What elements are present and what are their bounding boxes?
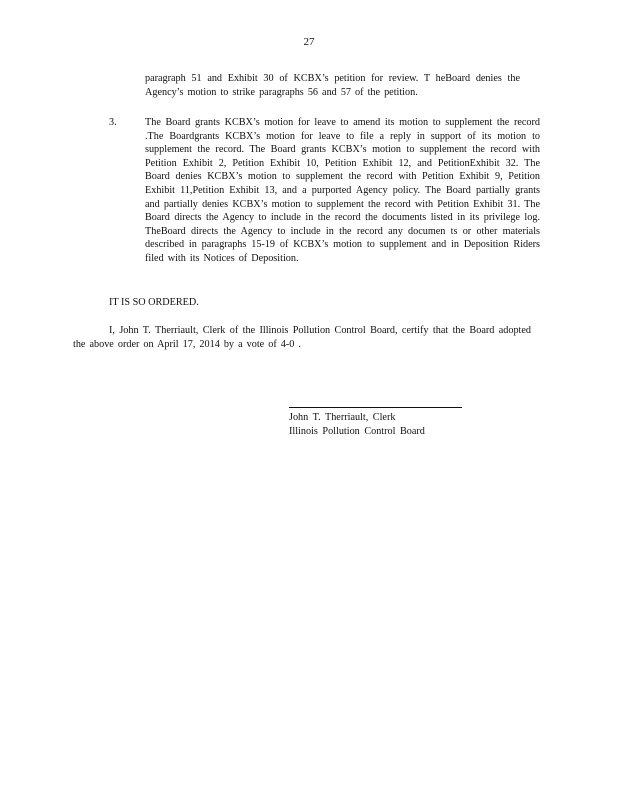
item-number: 3. [109,117,117,128]
certification-paragraph: I, John T. Therriault, Clerk of the Illinois Pollution Control Board, certify that the Board adopted the above order on April 17, 2014 by a vote of 4-0 . [73,325,531,350]
page-number: 27 [303,36,315,48]
signature-name: John T. Therriault, Clerk [289,412,396,423]
so-ordered-line: IT IS SO ORDERED. [109,297,199,308]
continued-paragraph: paragraph 51 and Exhibit 30 of KCBX’s petition for review. T heBoard denies the Agency’s motion to strike paragraphs 56 and 57 of the petition. [145,73,520,98]
item-paragraph: The Board grants KCBX’s motion for leave to amend its motion to supplement the record .The Boardgrants KCBX’s motion for leave to file a reply in support of its motion to supplement the record. The Board grants KCBX’s motion to supplement the record with Petition Exhibit 2, Petition Exhibit 10, Petition Exhibit 12, and PetitionExhibit 32. The Board denies KCBX’s motion to supplement the record with Petition Exhibit 9, Petition Exhibit 11,Petition Exhibit 13, and a purported Agency policy. The Board partially grants and partially denies KCBX’s motion to supplement the record with Petition Exhibit 31. The Board directs the Agency to include in the record the documents listed in its privilege log. TheBoard directs the Agency to include in the record any documen ts or other materials described in paragraphs 15-19 of KCBX’s motion to supplement and in Deposition Riders filed with its Notices of Deposition. [145,117,540,264]
signature-organization: Illinois Pollution Control Board [289,426,425,437]
signature-line [289,407,462,408]
